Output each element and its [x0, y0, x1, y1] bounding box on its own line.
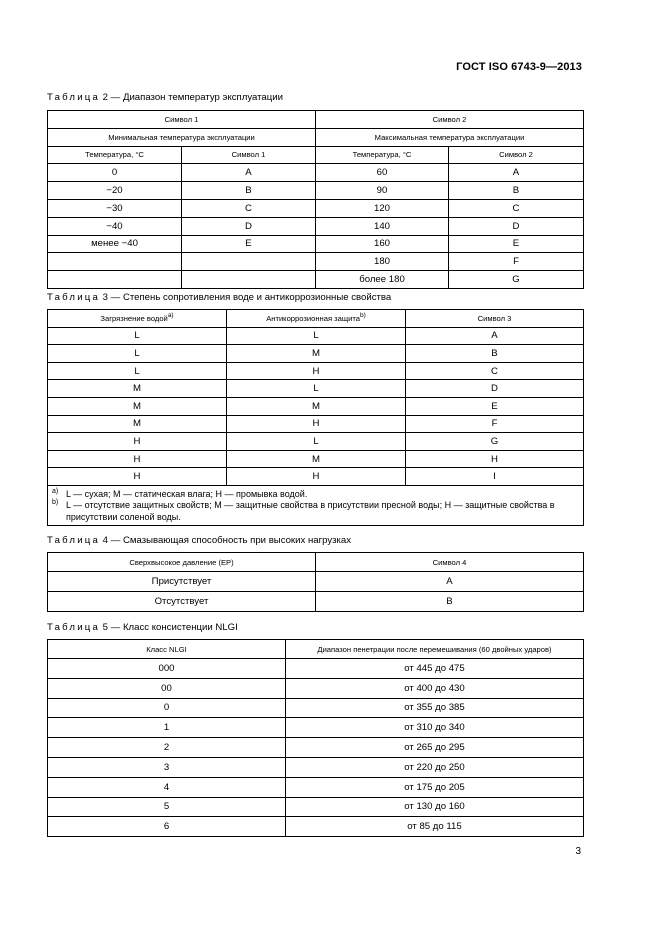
footnote-b: b) L — отсутствие защитных свойств; M — защитные свойства в присутствии пресной воды; H — защитные свойства в присутствии соленой воды. [52, 499, 555, 522]
table-row: M H F [48, 415, 584, 433]
penetration-range-header: Диапазон пенетрации после перемешивания (60 двойных ударов) [286, 640, 584, 659]
table-row: L L A [48, 327, 584, 345]
page-number: 3 [575, 846, 581, 857]
table3-water-resistance [47, 309, 584, 526]
table-row: Присутствует A [48, 572, 584, 592]
table-row: 000 от 445 до 475 [48, 659, 584, 679]
table-row: −30 C 120 C [48, 199, 584, 217]
table-row: 1 от 310 до 340 [48, 718, 584, 738]
table-row: H M H [48, 450, 584, 468]
table-row: L H C [48, 362, 584, 380]
table-row: 0 A 60 A [48, 164, 584, 182]
table-row: 4 от 175 до 205 [48, 777, 584, 797]
table3-footnotes [48, 485, 584, 526]
table5-nlgi-class [47, 639, 584, 837]
table-row: 2 от 265 до 295 [48, 738, 584, 758]
min-temp-header: Минимальная температура эксплуатации [48, 128, 316, 146]
table-row: −20 B 90 B [48, 182, 584, 200]
table-row: 3 от 220 до 250 [48, 757, 584, 777]
max-temp-header: Максимальная температура эксплуатации [316, 128, 584, 146]
table5-caption: Таблица 5 — Класс консистенции NLGI [47, 622, 238, 633]
table-row: 180 F [48, 253, 584, 271]
table-row: H H I [48, 468, 584, 486]
table4-extreme-pressure [47, 552, 584, 612]
table-row: более 180 G [48, 271, 584, 289]
table3-caption: Таблица 3 — Степень сопротивления воде и антикоррозионные свойства [47, 292, 392, 303]
temp-column-header-2: Температура, °С [316, 146, 449, 164]
table-row: Отсутствует B [48, 592, 584, 612]
temp-column-header: Температура, °С [48, 146, 182, 164]
table-row: H L G [48, 433, 584, 451]
table-row: 00 от 400 до 430 [48, 678, 584, 698]
footnote-a: a) L — сухая; M — статическая влага; H — промывка водой. [52, 487, 308, 499]
table2-temperature-range [47, 110, 584, 289]
symbol2-column-header: Символ 2 [449, 146, 584, 164]
symbol1-column-header: Символ 1 [182, 146, 316, 164]
table-row: менее −40 E 160 E [48, 235, 584, 253]
table-row: L M B [48, 345, 584, 363]
table-row: −40 D 140 D [48, 217, 584, 235]
table-row: 0 от 355 до 385 [48, 698, 584, 718]
table2-caption: Таблица 2 — Диапазон температур эксплуатации [47, 92, 283, 103]
table-row: 6 от 85 до 115 [48, 817, 584, 837]
table4-caption: Таблица 4 — Смазывающая способность при высоких нагрузках [47, 535, 352, 546]
symbol2-header: Символ 2 [316, 111, 584, 129]
table-row: 5 от 130 до 160 [48, 797, 584, 817]
water-contamination-header: Загрязнение водой$^{a)}$ [48, 310, 227, 328]
symbol1-header: Символ 1 [48, 111, 316, 129]
table-row: M M E [48, 397, 584, 415]
symbol4-header: Символ 4 [316, 553, 584, 572]
ep-header: Сверхвысокое давление (ЕР) [48, 553, 316, 572]
document-id: ГОСТ ISO 6743-9—2013 [456, 61, 582, 73]
corrosion-protection-header: Антикоррозионная защита$^{b)}$ [227, 310, 406, 328]
nlgi-class-header: Класс NLGI [48, 640, 286, 659]
table-row: M L D [48, 380, 584, 398]
symbol3-header: Символ 3 [406, 310, 584, 328]
